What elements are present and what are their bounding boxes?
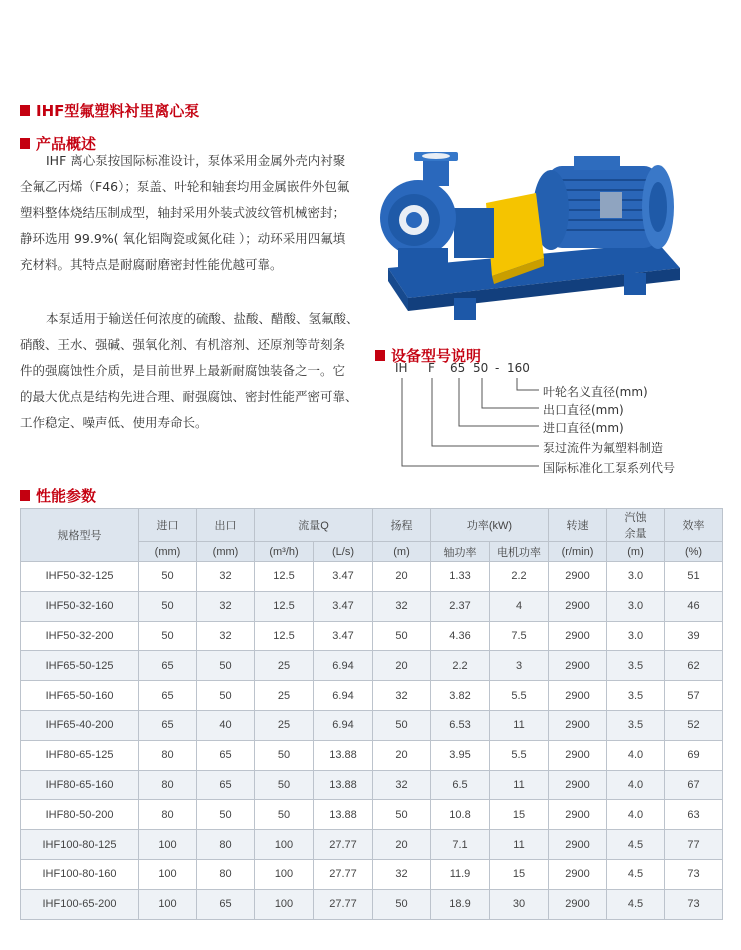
cell-flow-ls: 3.47 [314, 591, 373, 621]
header-inlet: 进口 [139, 509, 197, 542]
text-line: 静环选用 99.9%( 氧化铝陶瓷或氮化硅 ）；动环采用四氟填 [20, 231, 346, 246]
cell-shaft-power: 11.9 [431, 859, 490, 889]
code-part-ih: IH [395, 361, 408, 375]
cell-flow-m3h: 100 [255, 830, 314, 860]
cell-efficiency: 46 [665, 591, 723, 621]
cell-model: IHF80-65-125 [21, 740, 139, 770]
performance-heading: 性能参数 [36, 487, 97, 505]
cell-efficiency: 69 [665, 740, 723, 770]
cell-shaft-power: 3.95 [431, 740, 490, 770]
cell-flow-m3h: 50 [255, 740, 314, 770]
header-speed: 转速 [549, 509, 607, 542]
cell-npsh: 4.5 [607, 859, 665, 889]
performance-marker [20, 490, 30, 501]
table-row [21, 770, 723, 800]
cell-efficiency: 52 [665, 710, 723, 740]
table-row [21, 591, 723, 621]
cell-shaft-power: 18.9 [431, 889, 490, 919]
cell-npsh: 3.5 [607, 651, 665, 681]
code-label-impeller-diameter: 叶轮名义直径(mm) [543, 385, 648, 399]
cell-model: IHF100-80-160 [21, 859, 139, 889]
cell-shaft-power: 3.82 [431, 681, 490, 711]
cell-flow-ls: 6.94 [314, 651, 373, 681]
cell-npsh: 3.5 [607, 710, 665, 740]
cell-speed: 2900 [549, 800, 607, 830]
page-title: IHF型氟塑料衬里离心泵 [36, 102, 200, 120]
cell-model: IHF65-40-200 [21, 710, 139, 740]
cell-motor-power: 5.5 [490, 740, 549, 770]
cell-flow-ls: 27.77 [314, 830, 373, 860]
header-npsh-line1: 汽蚀 [624, 512, 647, 524]
cell-npsh: 4.5 [607, 889, 665, 919]
header-model: 规格型号 [21, 509, 139, 562]
cell-efficiency: 63 [665, 800, 723, 830]
cell-inlet: 100 [139, 830, 197, 860]
cell-outlet: 80 [197, 859, 255, 889]
cell-motor-power: 2.2 [490, 562, 549, 592]
cell-head: 50 [373, 710, 431, 740]
text-line: 工作稳定、噪声低、使用寿命长。 [20, 415, 208, 430]
header-speed-unit: (r/min) [549, 542, 607, 562]
cell-outlet: 50 [197, 681, 255, 711]
cell-inlet: 50 [139, 591, 197, 621]
text-line: 硝酸、王水、强碱、强氧化剂、有机溶剂、还原剂等苛刻条 [20, 337, 346, 352]
table-row [21, 681, 723, 711]
cell-outlet: 32 [197, 621, 255, 651]
performance-heading-block [20, 485, 96, 506]
cell-inlet: 80 [139, 770, 197, 800]
cell-speed: 2900 [549, 562, 607, 592]
cell-inlet: 65 [139, 651, 197, 681]
cell-model: IHF50-32-160 [21, 591, 139, 621]
cell-efficiency: 51 [665, 562, 723, 592]
table-row [21, 889, 723, 919]
cell-flow-m3h: 12.5 [255, 591, 314, 621]
table-row [21, 859, 723, 889]
text-line: 全氟乙丙烯（F46）；泵盖、叶轮和轴套均用金属嵌件外包氟 [20, 179, 350, 194]
cell-motor-power: 5.5 [490, 681, 549, 711]
code-part-f: F [428, 361, 435, 375]
cell-head: 32 [373, 591, 431, 621]
cell-inlet: 100 [139, 889, 197, 919]
text-line: 充材料。其特点是耐腐耐磨密封性能优越可靠。 [20, 257, 283, 272]
cell-outlet: 65 [197, 770, 255, 800]
text-line: 的最大优点是结构先进合理、耐强腐蚀、密封性能严密可靠、 [20, 389, 358, 404]
cell-motor-power: 4 [490, 591, 549, 621]
cell-flow-ls: 27.77 [314, 889, 373, 919]
cell-flow-m3h: 12.5 [255, 621, 314, 651]
performance-table [20, 508, 723, 920]
cell-flow-ls: 13.88 [314, 770, 373, 800]
title-marker [20, 105, 30, 116]
header-outlet-unit: (mm) [197, 542, 255, 562]
overview-heading: 产品概述 [36, 135, 97, 153]
cell-shaft-power: 2.2 [431, 651, 490, 681]
cell-motor-power: 7.5 [490, 621, 549, 651]
cell-head: 20 [373, 651, 431, 681]
cell-efficiency: 57 [665, 681, 723, 711]
cell-flow-ls: 3.47 [314, 621, 373, 651]
cell-outlet: 40 [197, 710, 255, 740]
code-part-dash: - [495, 361, 500, 375]
cell-shaft-power: 2.37 [431, 591, 490, 621]
performance-table-body [21, 562, 723, 920]
cell-outlet: 80 [197, 830, 255, 860]
cell-motor-power: 15 [490, 859, 549, 889]
cell-model: IHF80-65-160 [21, 770, 139, 800]
cell-flow-ls: 13.88 [314, 800, 373, 830]
header-flow-unit-ls: (L/s) [314, 542, 373, 562]
cell-npsh: 3.0 [607, 621, 665, 651]
header-motor-power: 电机功率 [490, 542, 549, 562]
cell-head: 50 [373, 621, 431, 651]
cell-outlet: 32 [197, 562, 255, 592]
cell-speed: 2900 [549, 770, 607, 800]
table-row [21, 651, 723, 681]
cell-flow-ls: 27.77 [314, 859, 373, 889]
cell-efficiency: 39 [665, 621, 723, 651]
cell-npsh: 3.5 [607, 681, 665, 711]
cell-head: 32 [373, 859, 431, 889]
text-line: 本泵适用于输送任何浓度的硫酸、盐酸、醋酸、氢氟酸、 [46, 311, 359, 326]
cell-efficiency: 77 [665, 830, 723, 860]
cell-flow-m3h: 100 [255, 889, 314, 919]
header-power: 功率(kW) [431, 509, 549, 542]
cell-model: IHF50-32-125 [21, 562, 139, 592]
cell-motor-power: 11 [490, 830, 549, 860]
cell-shaft-power: 4.36 [431, 621, 490, 651]
cell-motor-power: 30 [490, 889, 549, 919]
cell-inlet: 65 [139, 681, 197, 711]
cell-speed: 2900 [549, 859, 607, 889]
cell-flow-m3h: 50 [255, 800, 314, 830]
code-part-inlet: 65 [450, 361, 466, 375]
cell-model: IHF100-65-200 [21, 889, 139, 919]
header-flow: 流量Q [255, 509, 373, 542]
cell-head: 32 [373, 770, 431, 800]
header-head-unit: (m) [373, 542, 431, 562]
text-line: IHF 离心泵按国际标准设计，泵体采用金属外壳内衬聚 [46, 153, 346, 168]
code-label-outlet-diameter: 出口直径(mm) [543, 403, 624, 417]
cell-speed: 2900 [549, 621, 607, 651]
cell-head: 50 [373, 800, 431, 830]
text-line: 塑料整体烧结压制成型，轴封采用外装式波纹管机械密封； [20, 205, 346, 220]
cell-head: 32 [373, 681, 431, 711]
cell-speed: 2900 [549, 830, 607, 860]
page-title-block [20, 100, 199, 121]
cell-flow-m3h: 100 [255, 859, 314, 889]
cell-speed: 2900 [549, 710, 607, 740]
table-row [21, 562, 723, 592]
cell-outlet: 65 [197, 889, 255, 919]
cell-inlet: 100 [139, 859, 197, 889]
cell-flow-ls: 13.88 [314, 740, 373, 770]
cell-speed: 2900 [549, 591, 607, 621]
cell-npsh: 4.5 [607, 830, 665, 860]
cell-model: IHF50-32-200 [21, 621, 139, 651]
table-row [21, 710, 723, 740]
cell-flow-m3h: 25 [255, 681, 314, 711]
text-line: 件的强腐蚀性介质，是目前世界上最新耐腐蚀装备之一。它 [20, 363, 346, 378]
cell-head: 20 [373, 740, 431, 770]
cell-inlet: 80 [139, 740, 197, 770]
cell-efficiency: 67 [665, 770, 723, 800]
cell-shaft-power: 6.5 [431, 770, 490, 800]
cell-flow-m3h: 25 [255, 651, 314, 681]
cell-motor-power: 15 [490, 800, 549, 830]
cell-model: IHF65-50-160 [21, 681, 139, 711]
model-code-marker [375, 350, 385, 361]
cell-speed: 2900 [549, 681, 607, 711]
cell-flow-ls: 3.47 [314, 562, 373, 592]
header-outlet: 出口 [197, 509, 255, 542]
header-head: 扬程 [373, 509, 431, 542]
cell-model: IHF100-80-125 [21, 830, 139, 860]
model-code-heading: 设备型号说明 [391, 347, 482, 365]
table-row [21, 800, 723, 830]
table-row [21, 830, 723, 860]
cell-inlet: 65 [139, 710, 197, 740]
overview-paragraph-2 [20, 306, 365, 436]
header-inlet-unit: (mm) [139, 542, 197, 562]
header-efficiency-unit: (%) [665, 542, 723, 562]
cell-flow-m3h: 25 [255, 710, 314, 740]
overview-paragraph-1 [20, 148, 365, 278]
code-label-inlet-diameter: 进口直径(mm) [543, 421, 624, 435]
cell-efficiency: 73 [665, 889, 723, 919]
cell-flow-ls: 6.94 [314, 710, 373, 740]
header-flow-unit-m3h: (m³/h) [255, 542, 314, 562]
cell-head: 50 [373, 889, 431, 919]
code-part-impeller: 160 [507, 361, 530, 375]
cell-model: IHF65-50-125 [21, 651, 139, 681]
code-part-outlet: 50 [473, 361, 489, 375]
cell-shaft-power: 6.53 [431, 710, 490, 740]
cell-outlet: 65 [197, 740, 255, 770]
header-efficiency: 效率 [665, 509, 723, 542]
cell-speed: 2900 [549, 651, 607, 681]
cell-inlet: 80 [139, 800, 197, 830]
cell-motor-power: 3 [490, 651, 549, 681]
cell-efficiency: 73 [665, 859, 723, 889]
cell-motor-power: 11 [490, 710, 549, 740]
cell-flow-m3h: 12.5 [255, 562, 314, 592]
cell-head: 20 [373, 562, 431, 592]
cell-flow-ls: 6.94 [314, 681, 373, 711]
cell-npsh: 4.0 [607, 800, 665, 830]
header-npsh-line2: 余量 [624, 528, 647, 540]
cell-npsh: 3.0 [607, 562, 665, 592]
cell-npsh: 3.0 [607, 591, 665, 621]
cell-outlet: 50 [197, 651, 255, 681]
header-npsh [607, 509, 665, 542]
cell-shaft-power: 10.8 [431, 800, 490, 830]
header-shaft-power: 轴功率 [431, 542, 490, 562]
code-label-fluoroplastic: 泵过流件为氟塑料制造 [543, 441, 664, 455]
cell-inlet: 50 [139, 621, 197, 651]
cell-head: 20 [373, 830, 431, 860]
cell-npsh: 4.0 [607, 740, 665, 770]
model-code-diagram [393, 360, 693, 490]
cell-model: IHF80-50-200 [21, 800, 139, 830]
table-row [21, 621, 723, 651]
cell-efficiency: 62 [665, 651, 723, 681]
cell-flow-m3h: 50 [255, 770, 314, 800]
cell-npsh: 4.0 [607, 770, 665, 800]
code-label-standard-series: 国际标准化工泵系列代号 [543, 461, 676, 475]
cell-outlet: 50 [197, 800, 255, 830]
cell-shaft-power: 1.33 [431, 562, 490, 592]
cell-speed: 2900 [549, 889, 607, 919]
header-npsh-unit: (m) [607, 542, 665, 562]
cell-shaft-power: 7.1 [431, 830, 490, 860]
pump-illustration [368, 148, 688, 328]
cell-inlet: 50 [139, 562, 197, 592]
cell-motor-power: 11 [490, 770, 549, 800]
table-row [21, 740, 723, 770]
cell-speed: 2900 [549, 740, 607, 770]
cell-outlet: 32 [197, 591, 255, 621]
